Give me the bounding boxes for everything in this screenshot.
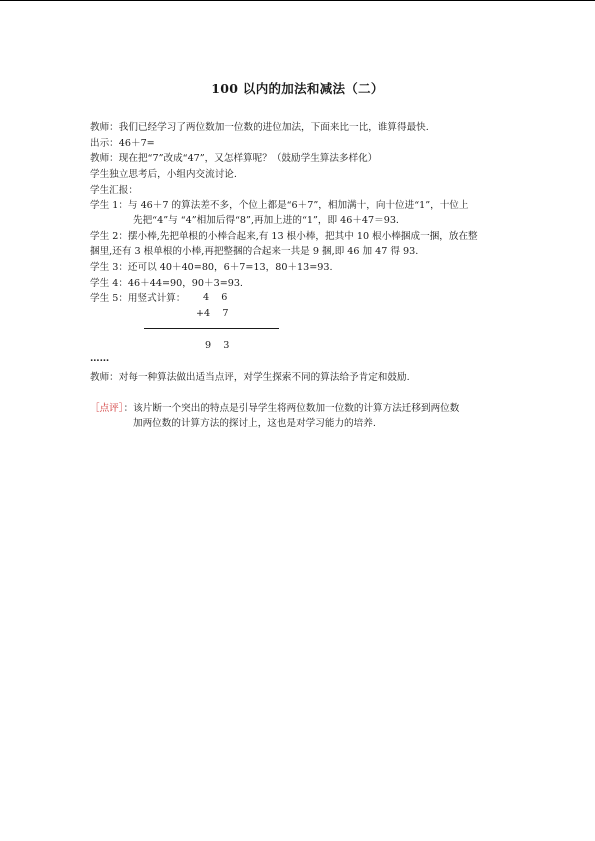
commentary-line1 — [90, 402, 459, 415]
student1-text-line2: 先把“4”与 “4”相加后得“8”,再加上进的“1”，即 46＋47＝93. — [133, 215, 399, 226]
student1-text-line1: 学生 1：与 46＋7 的算法差不多，个位上都是“6＋7”，相加满十，向十位进“1”，十位上 — [90, 200, 469, 211]
student3-text: 学生 3：还可以 40＋40=80，6＋7=13，80＋13=93. — [90, 262, 333, 273]
teacher-question-text: 教师：现在把“7”改成“47”，又怎样算呢？（鼓励学生算法多样化） — [90, 153, 378, 164]
commentary-tag: ［点评］ — [90, 403, 124, 414]
teacher-comment-text: 教师：对每一种算法做出适当点评，对学生探索不同的算法给予肯定和鼓励. — [90, 372, 410, 383]
page-title: 100 以内的加法和减法（二） — [211, 81, 384, 96]
top-border-line — [0, 0, 595, 1]
commentary-text-part1: ：该片断一个突出的特点是引导学生将两位数加一位数的计算方法迁移到两位数 — [123, 403, 460, 414]
vertical-calc-bottom-operand: +4 7 — [196, 308, 229, 319]
student5-text: 学生 5：用竖式计算： — [90, 293, 186, 304]
vertical-calc-result: 9 3 — [205, 340, 230, 351]
student2-text-line2: 捆里,还有 3 根单根的小棒,再把整捆的合起来一共是 9 捆,即 46 加 47 得 93. — [90, 246, 419, 257]
student-think-text: 学生独立思考后，小组内交流讨论. — [90, 169, 237, 180]
show-problem-text: 出示：46＋7= — [90, 138, 155, 149]
vertical-calc-top-operand: 4 6 — [203, 292, 228, 303]
vertical-calc-divider — [144, 328, 279, 329]
student-report-label: 学生汇报： — [90, 185, 138, 196]
commentary-line2: 加两位数的计算方法的探讨上，这也是对学习能力的培养. — [133, 418, 376, 429]
student2-text-line1: 学生 2：摆小棒,先把单根的小棒合起来,有 13 根小棒，把其中 10 根小棒捆成一捆，放在整 — [90, 231, 478, 242]
ellipsis-text: …… — [90, 353, 110, 364]
student4-text: 学生 4：46＋44=90，90＋3=93. — [90, 278, 243, 289]
teacher-intro-text: 教师：我们已经学习了两位数加一位数的进位加法，下面来比一比，谁算得最快. — [90, 122, 429, 133]
